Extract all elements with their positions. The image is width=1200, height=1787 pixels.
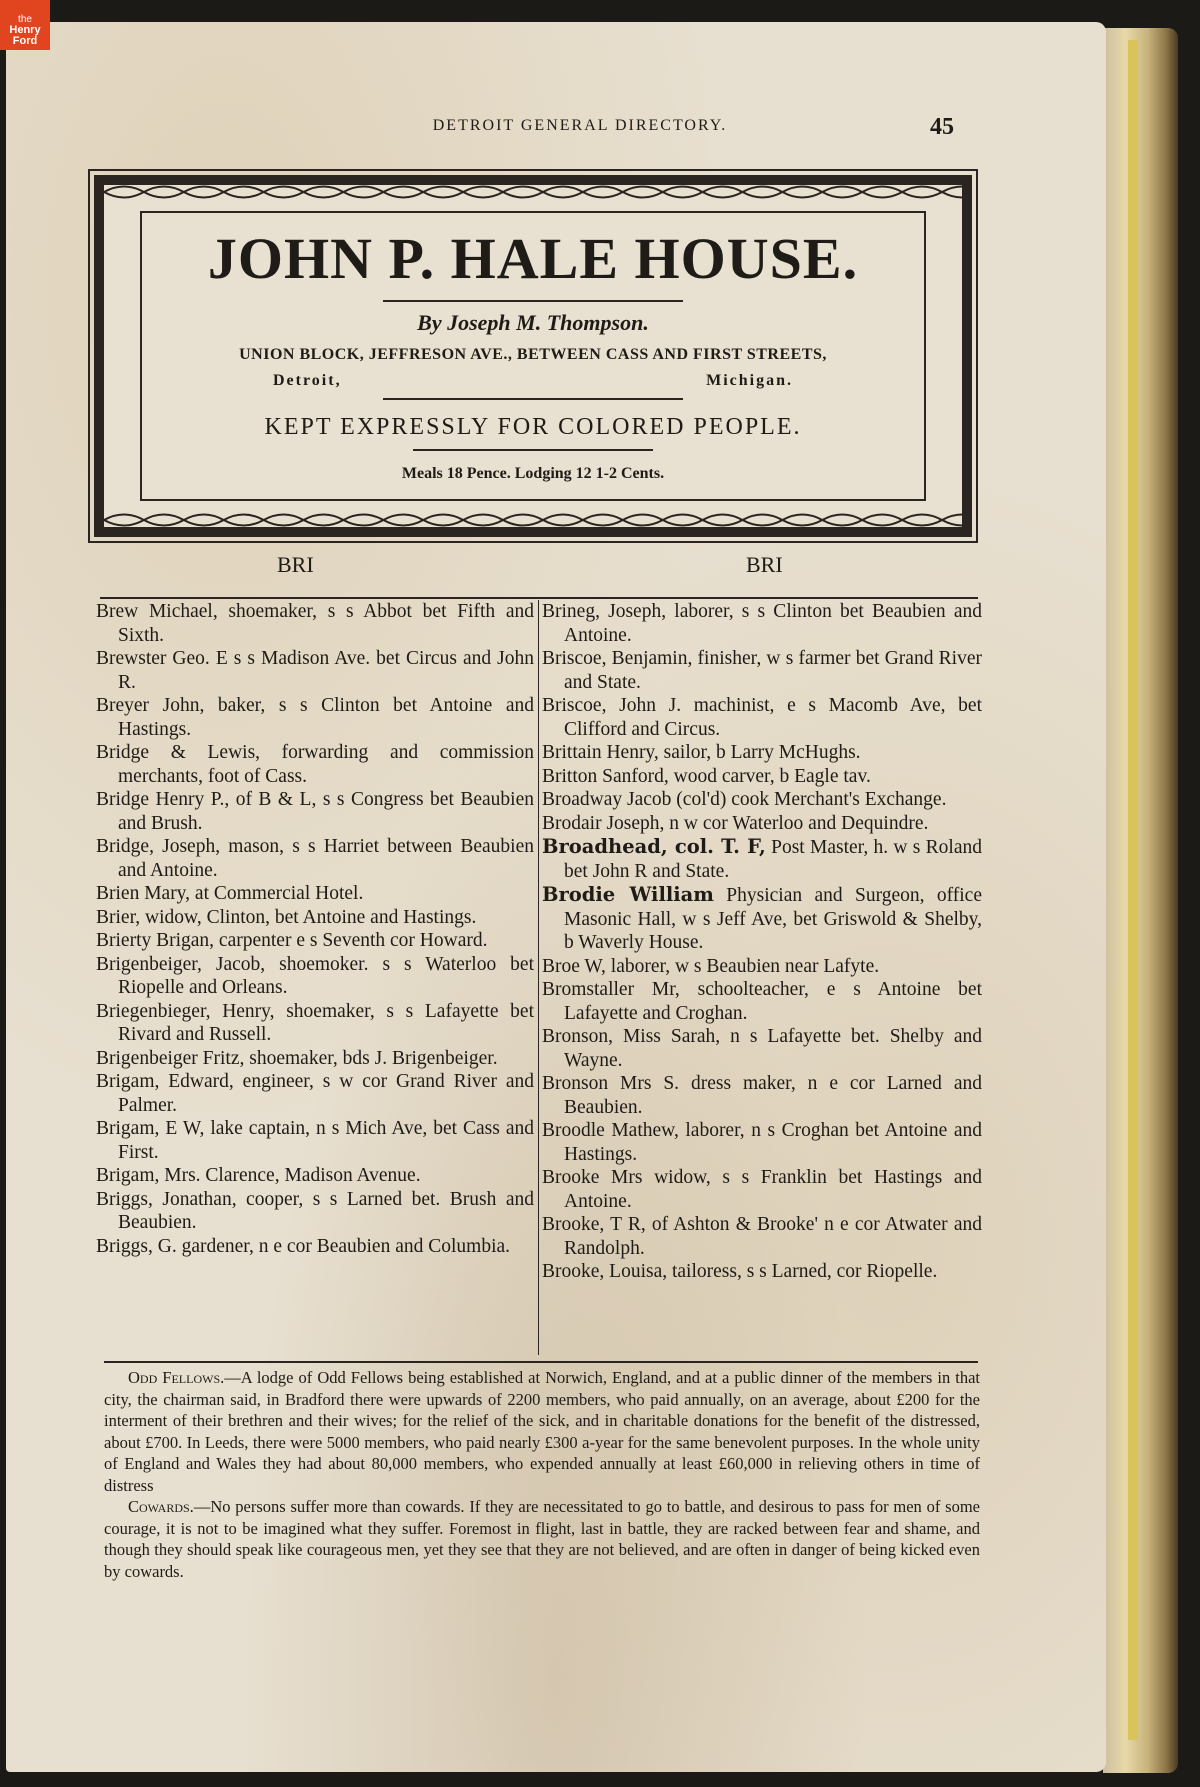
directory-entry: Briggs, G. gardener, n e cor Beaubien and Columbia. <box>96 1235 511 1257</box>
ad-tagline: KEPT EXPRESSLY FOR COLORED PEOPLE. <box>264 414 802 440</box>
entry-text: Broe W, laborer, w s Beaubien near Lafyte. <box>542 955 880 977</box>
entry-bold-name: Broadhead, col. T. F, <box>542 835 766 858</box>
entry-text: Brineg, Joseph, laborer, s s Clinton bet Beaubien and Antoine. <box>542 601 982 646</box>
ad-city-left: Detroit, <box>273 372 342 389</box>
entry-text: Bromstaller Mr, schoolteacher, e s Antoine bet Lafayette and Croghan. <box>542 979 982 1024</box>
entry-text: Britton Sanford, wood carver, b Eagle tav. <box>542 765 871 787</box>
directory-entry <box>542 1072 982 1119</box>
entry-text: Broodle Mathew, laborer, n s Croghan bet Antoine and Hastings. <box>542 1120 982 1165</box>
column-divider <box>538 600 539 1355</box>
note-paragraph <box>104 1496 980 1582</box>
entry-text: Broadway Jacob (col'd) cook Merchant's Exchange. <box>542 789 947 810</box>
columns-bottom-rule <box>104 1361 978 1363</box>
directory-entry: Briegenbieger, Henry, shoemaker, s s Lafayette bet Rivard and Russell. <box>96 1000 534 1045</box>
directory-entry <box>542 694 982 741</box>
note-text: —A lodge of Odd Fellows being established at Norwich, England, and at a public dinner of the members in that city, the chairman said, in Bradford there were upwards of 2200 members, who paid annually, on an average, about £200 for the interment of their brethren and their wives; for the relief of the sick, and in charitable donations for the benefit of the distressed, about £700. In Leeds, there were 5000 members, who paid nearly £300 a-year for the same benevolent purposes. In the whole unity of England and Wales they had about 80,000 members, who expended annually at least £60,000 in relieving others in time of distress <box>104 1368 980 1495</box>
entry-text: Brooke, T R, of Ashton & Brooke' n e cor Atwater and Randolph. <box>542 1214 982 1259</box>
directory-entry <box>542 1166 982 1213</box>
right-directory-column <box>542 600 982 1284</box>
ornament-border-bottom <box>104 509 962 531</box>
entry-text: Bronson, Miss Sarah, n s Lafayette bet. Shelby and Wayne. <box>542 1026 982 1071</box>
directory-entry <box>542 600 982 647</box>
ad-inner-frame <box>140 211 926 501</box>
left-directory-column <box>96 600 534 1258</box>
directory-entry: Brigenbeiger Fritz, shoemaker, bds J. Brigenbeiger. <box>96 1047 498 1069</box>
directory-entry: Bridge, Joseph, mason, s s Harriet between Beaubien and Antoine. <box>96 836 534 881</box>
directory-entry <box>542 788 982 812</box>
directory-entry <box>542 1119 982 1166</box>
entry-text: Bronson Mrs S. dress maker, n e cor Larned and Beaubien. <box>542 1073 982 1118</box>
note-text: —No persons suffer more than cowards. If they are necessitated to go to battle, and desirous to pass for men of some courage, it is not to be imagined what they suffer. Foremost in flight, last in battle, they are racked between fear and shame, and though they should speak like courageous men, yet they see that they are not believed, and are often in danger of being kicked even by cowards. <box>104 1497 980 1581</box>
ad-divider-3 <box>413 449 653 451</box>
directory-entry: Brier, widow, Clinton, bet Antoine and Hastings. <box>96 906 477 928</box>
directory-entry <box>542 1260 982 1284</box>
notes-section <box>104 1367 980 1582</box>
logo-line-2: Henry <box>9 24 41 36</box>
directory-entry <box>542 835 982 883</box>
entry-bold-name: Brodie William <box>542 883 714 906</box>
right-column-heading: BRI <box>746 552 783 577</box>
note-heading: Cowards. <box>128 1497 194 1516</box>
entry-text: Briscoe, Benjamin, finisher, w s farmer bet Grand River and State. <box>542 648 982 693</box>
left-column-heading: BRI <box>277 552 314 577</box>
directory-entry <box>542 978 982 1025</box>
henry-ford-logo[interactable] <box>0 0 50 50</box>
directory-entry: Brien Mary, at Commercial Hotel. <box>96 883 364 904</box>
directory-entry <box>542 1213 982 1260</box>
columns-top-rule <box>100 597 978 599</box>
page-edge-yellow <box>1128 40 1138 1740</box>
directory-entry: Brigenbeiger, Jacob, shoemoker. s s Waterloo bet Riopelle and Orleans. <box>96 953 534 998</box>
logo-line-3: Ford <box>12 35 38 47</box>
directory-entry: Breyer John, baker, s s Clinton bet Antoine and Hastings. <box>96 695 534 740</box>
directory-entry: Briggs, Jonathan, cooper, s s Larned bet. Brush and Beaubien. <box>96 1188 534 1233</box>
ad-prices: Meals 18 Pence. Lodging 12 1-2 Cents. <box>401 465 665 482</box>
entry-text: Brooke, Louisa, tailoress, s s Larned, cor Riopelle. <box>542 1261 938 1282</box>
ad-proprietor: By Joseph M. Thompson. <box>417 310 649 335</box>
entry-text: Physician and Surgeon, office Masonic Hall, w s Jeff Ave, bet Griswold & Shelby, b Waverly House. <box>564 885 982 953</box>
directory-entry <box>542 955 982 979</box>
directory-entry: Brew Michael, shoemaker, s s Abbot bet Fifth and Sixth. <box>96 601 534 646</box>
directory-entry: Bridge Henry P., of B & L, s s Congress bet Beaubien and Brush. <box>96 789 534 834</box>
ad-title: JOHN P. HALE HOUSE. <box>207 226 859 291</box>
logo-line-1: the <box>18 14 32 25</box>
ad-city-line <box>273 372 793 390</box>
entry-text: Brittain Henry, sailor, b Larry McHughs. <box>542 742 861 763</box>
entry-text: Brodair Joseph, n w cor Waterloo and Dequindre. <box>542 812 929 834</box>
ad-divider <box>383 300 683 302</box>
directory-entry <box>542 1025 982 1072</box>
entry-text: Post Master, h. w s Roland bet John R and State. <box>564 837 982 882</box>
entry-text: Brooke Mrs widow, s s Franklin bet Hastings and Antoine. <box>542 1167 982 1212</box>
running-header: DETROIT GENERAL DIRECTORY. <box>432 117 728 134</box>
directory-entry <box>542 765 982 789</box>
directory-entry: Brigam, Mrs. Clarence, Madison Avenue. <box>96 1165 421 1186</box>
directory-entry: Brierty Brigan, carpenter e s Seventh cor Howard. <box>96 930 488 951</box>
entry-text: Briscoe, John J. machinist, e s Macomb Ave, bet Clifford and Circus. <box>542 695 982 740</box>
directory-entry: Brewster Geo. E s s Madison Ave. bet Circus and John R. <box>96 648 534 693</box>
directory-entry <box>542 741 982 765</box>
directory-entry: Brigam, Edward, engineer, s w cor Grand River and Palmer. <box>96 1071 534 1116</box>
directory-entry <box>542 647 982 694</box>
directory-entry: Brigam, E W, lake captain, n s Mich Ave, bet Cass and First. <box>96 1118 534 1163</box>
directory-entry <box>542 812 982 836</box>
ad-divider-2 <box>383 398 683 400</box>
note-heading: Odd Fellows. <box>128 1368 225 1387</box>
page-number: 45 <box>930 114 954 140</box>
ad-city-right: Michigan. <box>706 372 793 389</box>
note-paragraph <box>104 1367 980 1496</box>
hotel-advertisement <box>94 175 972 537</box>
directory-entry <box>542 883 982 955</box>
page-edge <box>1103 28 1178 1773</box>
directory-entry: Bridge & Lewis, forwarding and commission merchants, foot of Cass. <box>96 742 534 787</box>
ad-address: UNION BLOCK, JEFFRESON AVE., BETWEEN CASS AND FIRST STREETS, <box>239 346 827 363</box>
ornament-border-top <box>104 181 962 203</box>
